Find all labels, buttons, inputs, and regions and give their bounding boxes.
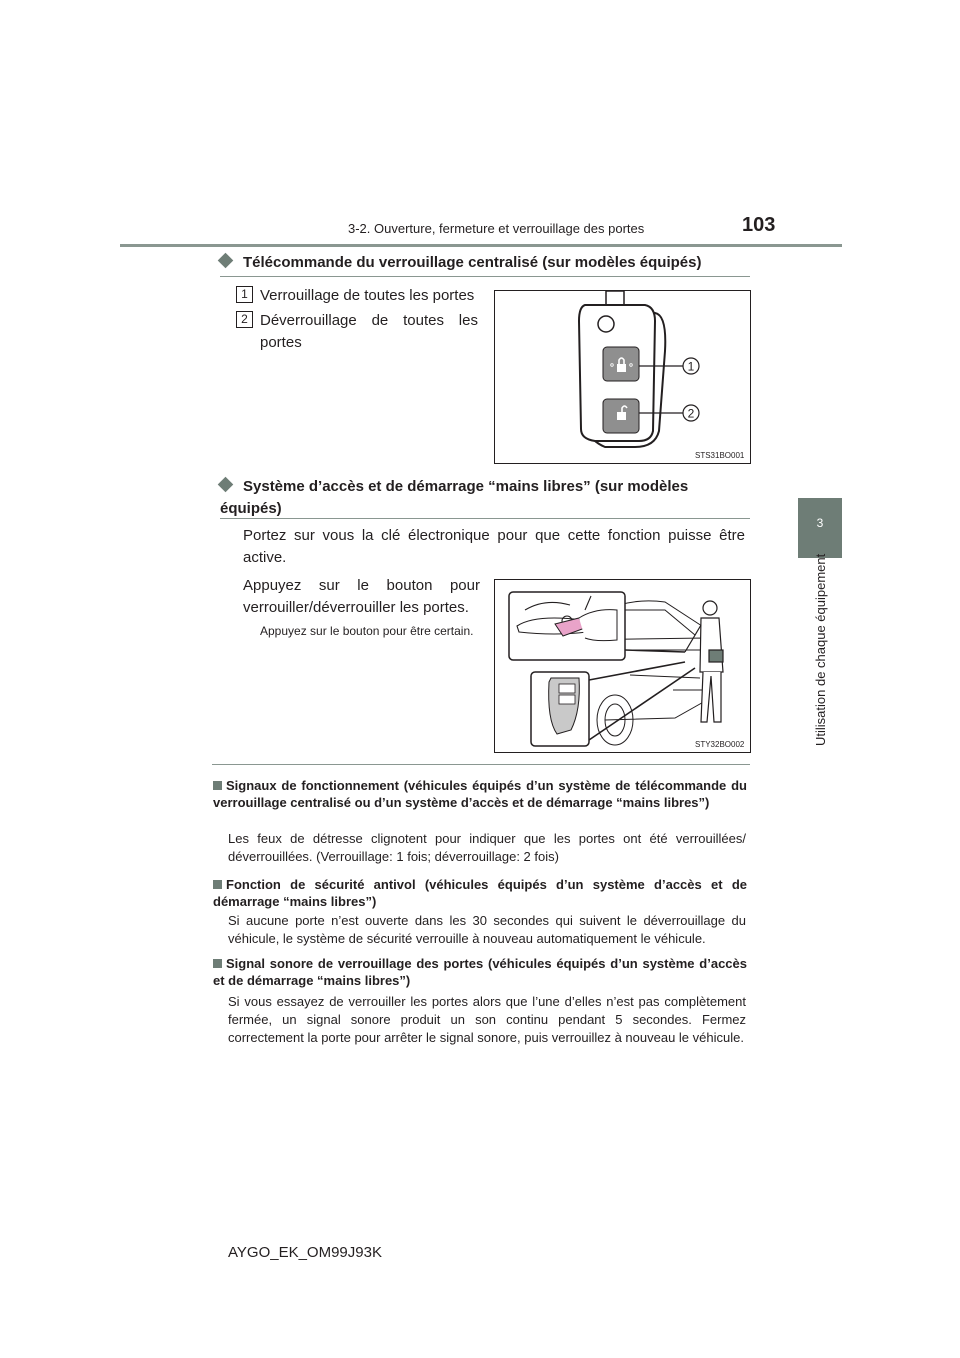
callout-label: 1: [687, 359, 695, 374]
page-number: 103: [742, 214, 776, 236]
connector-line: [589, 668, 695, 740]
header-rule: [120, 244, 842, 247]
note-2-title-text: Fonction de sécurité antivol (véhicules équipés d’un système d’accès et de démarrage “mains libres”): [213, 877, 747, 909]
remote-item-1-text: Verrouillage de toutes les portes: [260, 287, 475, 304]
note-3-title-text: Signal sonore de verrouillage des portes (véhicules équipés d’un système d’accès et de démarrage “mains libres”): [213, 956, 747, 988]
connector-line: [589, 662, 685, 680]
header-section-title: 3-2. Ouverture, fermeture et verrouillage des portes: [348, 221, 645, 236]
square-bullet-icon: [213, 959, 222, 968]
item-number-badge: 1: [236, 286, 253, 303]
key-fob-illustration: [495, 291, 750, 463]
remote-item-2-text: Déverrouillage de toutes les portes: [260, 312, 478, 351]
section-rule: [220, 518, 750, 519]
section-rule: [220, 276, 750, 277]
smart-section-title-text: Système d’accès et de démarrage “mains libres” (sur modèles équipés): [220, 478, 689, 517]
notes-divider: [212, 764, 750, 765]
figure-code: STS31BO001: [695, 451, 745, 460]
footer-document-code: AYGO_EK_OM99J93K: [228, 1244, 382, 1261]
note-1-title: [213, 777, 747, 811]
diamond-bullet-icon: [218, 253, 234, 269]
smart-entry-illustration: [495, 580, 750, 752]
remote-figure: [494, 290, 751, 464]
callout-label: 2: [687, 406, 695, 421]
smart-section-title: [220, 476, 745, 520]
chapter-label-text: Utilisation de chaque équipement: [813, 553, 828, 746]
note-1-title-text: Signaux de fonctionnement (véhicules équipés d’un système de télécommande du verrouillage centralisé ou d’un système d’accès et de démarrage “mains libres”): [213, 778, 747, 810]
item-number-badge: 2: [236, 311, 253, 328]
smart-entry-figure: [494, 579, 751, 753]
note-2-title: [213, 876, 747, 910]
note-1-text: Les feux de détresse clignotent pour indiquer que les portes ont été verrouillées/ déverrouillées. (Verrouillage: 1 fois; déverrouillage: 2 fois): [228, 831, 746, 864]
remote-section-title: [220, 254, 760, 271]
note-3-text: Si vous essayez de verrouiller les portes alors que l’une d’elles n’est pas complètement fermée, un signal sonore produit un son continu pendant 5 secondes. Fermez correctement la porte pour arrêter le signal sonore, puis verrouillez à nouveau le véhicule.: [228, 994, 746, 1045]
square-bullet-icon: [213, 880, 222, 889]
diamond-bullet-icon: [218, 477, 234, 493]
remote-section-title-text: Télécommande du verrouillage centralisé (sur modèles équipés): [243, 254, 702, 271]
key-ring-hole: [598, 316, 614, 332]
square-bullet-icon: [213, 781, 222, 790]
figure-code: STY32BO002: [695, 740, 745, 749]
note-2-text: Si aucune porte n’est ouverte dans les 30 secondes qui suivent le déverrouillage du véhicule, le système de sécurité verrouille à nouveau automatiquement le véhicule.: [228, 913, 746, 946]
chapter-label: [805, 553, 835, 746]
smart-note: Appuyez sur le bouton pour être certain.: [260, 624, 474, 638]
chapter-number: 3: [816, 516, 824, 530]
smart-paragraph-1: Portez sur vous la clé électronique pour que cette fonction puisse être active.: [243, 527, 745, 566]
smart-paragraph-2: Appuyez sur le bouton pour verrouiller/déverrouiller les portes.: [243, 577, 480, 616]
key-blade: [606, 291, 624, 305]
note-3-title: [213, 955, 747, 989]
